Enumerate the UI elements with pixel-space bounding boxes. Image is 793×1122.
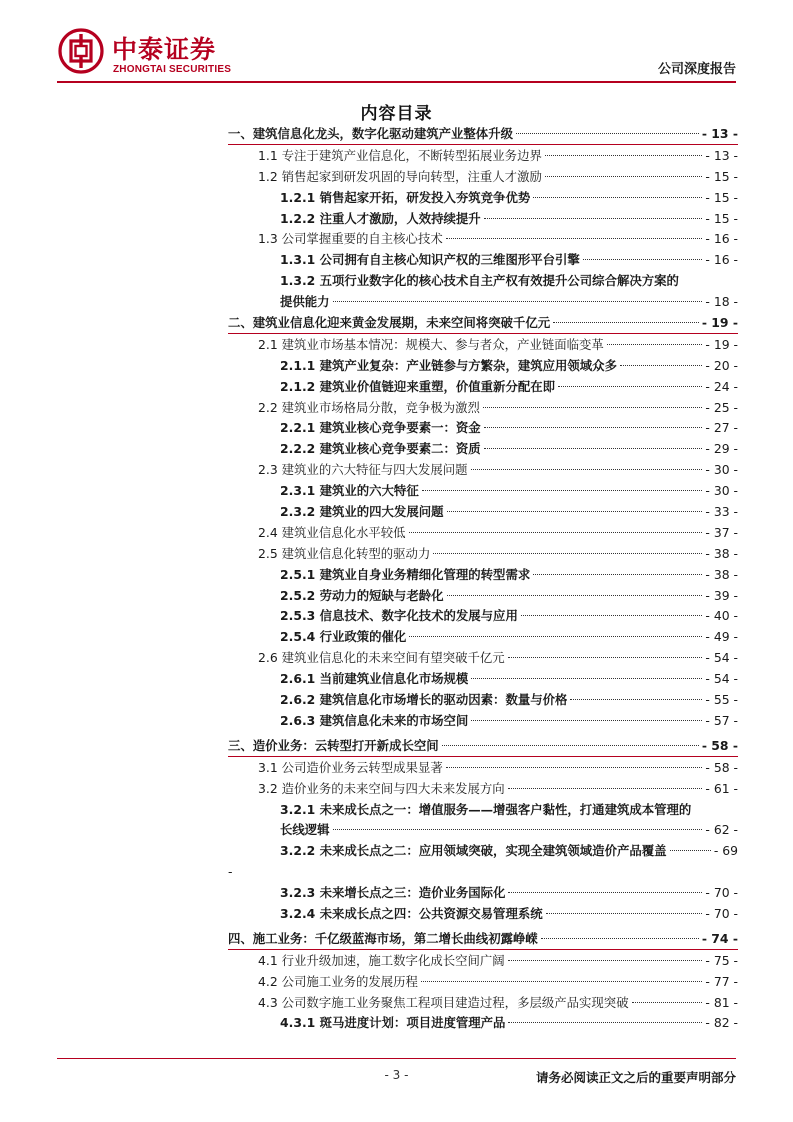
- brand-name-cn: 中泰证券: [112, 35, 217, 64]
- toc-entry-text: 2.2.2 建筑业核心竞争要素二：资质: [280, 441, 481, 457]
- toc-dot-leader: [521, 615, 703, 616]
- toc-entry-text: 2.5 建筑业信息化转型的驱动力: [258, 545, 431, 561]
- toc-entry-page: - 16 -: [705, 231, 738, 247]
- page-header: [0, 0, 793, 90]
- toc-dot-leader: [558, 386, 702, 387]
- toc-entry-level-3[interactable]: [228, 565, 738, 586]
- toc-entry-continuation-text: 长线逻辑: [280, 822, 330, 838]
- toc-entry-level-2[interactable]: [228, 523, 738, 544]
- toc-entry-page: - 58 -: [705, 759, 738, 775]
- toc-entry-text: 2.1 建筑业市场基本情况：规模大、参与者众，产业链面临变革: [258, 336, 604, 352]
- toc-entry-level-3[interactable]: [228, 271, 738, 292]
- toc-entry-text: 2.5.2 劳动力的短缺与老龄化: [280, 587, 444, 603]
- toc-entry-page: - 27 -: [705, 420, 738, 436]
- toc-entry-text: 2.6 建筑业信息化的未来空间有望突破千亿元: [258, 650, 505, 666]
- toc-entry-level-2[interactable]: [228, 779, 738, 800]
- toc-entry-page: - 38 -: [705, 566, 738, 582]
- toc-entry-page: - 75 -: [705, 952, 738, 968]
- toc-dot-leader: [484, 218, 703, 219]
- toc-entry-level-3[interactable]: [228, 356, 738, 377]
- toc-entry-page: - 54 -: [705, 671, 738, 687]
- toc-dot-leader: [516, 133, 699, 134]
- toc-entry-page: - 40 -: [705, 608, 738, 624]
- toc-entry-page: - 13 -: [705, 147, 738, 163]
- toc-entry-level-2[interactable]: [228, 146, 738, 167]
- toc-entry-page: - 15 -: [705, 168, 738, 184]
- toc-entry-text: 3.2.4 未来成长点之四：公共资源交易管理系统: [280, 905, 543, 921]
- toc-entry-page: - 15 -: [705, 189, 738, 205]
- toc-entry-page: - 20 -: [705, 357, 738, 373]
- toc-entry-text: 2.4 建筑业信息化水平较低: [258, 524, 406, 540]
- toc-entry-level-2[interactable]: [228, 167, 738, 188]
- toc-entry-text: 1.3.2 五项行业数字化的核心技术自主产权有效提升公司综合解决方案的: [280, 273, 679, 289]
- header-divider: [57, 81, 736, 83]
- toc-dot-leader: [508, 892, 702, 893]
- toc-entry-text: 2.3.2 建筑业的四大发展问题: [280, 504, 444, 520]
- toc-dot-leader: [545, 155, 703, 156]
- zhongtai-logo-icon: [58, 28, 104, 74]
- toc-entry-level-3[interactable]: [228, 1013, 738, 1034]
- toc-dot-leader: [670, 850, 711, 851]
- toc-entry-level-2[interactable]: [228, 972, 738, 993]
- toc-dot-leader: [446, 767, 703, 768]
- toc-dot-leader: [545, 176, 703, 177]
- toc-dot-leader: [433, 553, 702, 554]
- toc-dot-leader: [541, 938, 699, 939]
- toc-entry-page: - 33 -: [705, 504, 738, 520]
- toc-entry-text: 3.2.1 未来成长点之一：增值服务——增强客户黏性，打通建筑成本管理的: [280, 801, 692, 817]
- toc-entry-text: 二、建筑业信息化迎来黄金发展期，未来空间将突破千亿元: [228, 315, 551, 331]
- toc-dot-leader: [471, 469, 703, 470]
- toc-entry-page: - 57 -: [705, 712, 738, 728]
- brand-name-en: ZHONGTAI SECURITIES: [113, 64, 232, 75]
- toc-entry-page: - 29 -: [705, 441, 738, 457]
- toc-entry-text: 1.2 销售起家到研发巩固的导向转型，注重人才激励: [258, 168, 542, 184]
- toc-entry-page: - 49 -: [705, 629, 738, 645]
- toc-dot-leader: [333, 301, 703, 302]
- toc-entry-page: - 74 -: [701, 930, 738, 946]
- toc-entry-text: 2.5.3 信息技术、数字化技术的发展与应用: [280, 608, 518, 624]
- toc-entry-text: 三、造价业务：云转型打开新成长空间: [228, 737, 439, 753]
- toc-entry-text: 1.3.1 公司拥有自主核心知识产权的三维图形平台引擎: [280, 252, 580, 268]
- toc-dot-leader: [570, 699, 702, 700]
- toc-title: 内容目录: [360, 104, 433, 124]
- toc-entry-level-2[interactable]: [228, 229, 738, 250]
- report-type-label: 公司深度报告: [657, 62, 736, 77]
- toc-entry-level-2[interactable]: [228, 993, 738, 1014]
- toc-entry-page: - 13 -: [701, 126, 738, 141]
- toc-entry-text: 3.1 公司造价业务云转型成果显著: [258, 759, 443, 775]
- toc-entry-text: 4.3.1 斑马进度计划：项目进度管理产品: [280, 1015, 506, 1031]
- toc-entry-level-2[interactable]: [228, 398, 738, 419]
- toc-dot-leader: [447, 511, 703, 512]
- toc-dot-leader: [422, 490, 703, 491]
- toc-dot-leader: [620, 365, 702, 366]
- toc-entry-text: 2.6.2 建筑信息化市场增长的驱动因素：数量与价格: [280, 692, 568, 708]
- toc-entry-page: - 19 -: [705, 336, 738, 352]
- toc-entry-level-3[interactable]: [228, 586, 738, 607]
- toc-entry-text: 3.2.2 未来成长点之二：应用领域突破，实现全建筑领域造价产品覆盖: [280, 843, 667, 859]
- toc-dot-leader: [409, 532, 703, 533]
- toc-entry-level-1[interactable]: [228, 313, 738, 334]
- toc-entry-level-3[interactable]: [228, 209, 738, 230]
- toc-entry-page: - 82 -: [705, 1015, 738, 1031]
- toc-entry-text: 2.3 建筑业的六大特征与四大发展问题: [258, 462, 468, 478]
- toc-dot-leader: [442, 745, 699, 746]
- toc-entry-level-3[interactable]: [228, 690, 738, 711]
- toc-dot-leader: [421, 981, 702, 982]
- toc-entry-level-2[interactable]: [228, 335, 738, 356]
- toc-entry-continuation[interactable]: [228, 292, 738, 313]
- toc-entry-page: - 24 -: [705, 378, 738, 394]
- toc-entry-level-1[interactable]: [228, 929, 738, 950]
- toc-entry-level-3[interactable]: [228, 439, 738, 460]
- toc-entry-level-2[interactable]: [228, 460, 738, 481]
- toc-entry-text: 3.2 造价业务的未来空间与四大未来发展方向: [258, 780, 505, 796]
- toc-entry-text: 2.6.3 建筑信息化未来的市场空间: [280, 712, 469, 728]
- toc-entry-level-2[interactable]: [228, 951, 738, 972]
- toc-dot-leader: [471, 720, 702, 721]
- toc-dot-leader: [508, 657, 703, 658]
- toc-entry-level-2[interactable]: [228, 648, 738, 669]
- toc-entry-level-3[interactable]: [228, 669, 738, 690]
- toc-entry-level-3[interactable]: [228, 800, 738, 821]
- toc-dot-leader: [446, 238, 703, 239]
- toc-entry-continuation-text: 提供能力: [280, 294, 330, 310]
- toc-dot-leader: [333, 829, 703, 830]
- toc-entry-page: - 30 -: [705, 483, 738, 499]
- toc-dot-leader: [607, 344, 703, 345]
- toc-entry-level-2[interactable]: [228, 758, 738, 779]
- toc-entry-page: - 70 -: [705, 885, 738, 901]
- toc-entry-page-continuation: -: [228, 864, 233, 880]
- toc-entry-page: - 38 -: [705, 545, 738, 561]
- toc-entry-continuation[interactable]: [228, 820, 738, 841]
- table-of-contents: [228, 124, 738, 1034]
- toc-entry-text: 4.1 行业升级加速，施工数字化成长空间广阔: [258, 952, 505, 968]
- toc-entry-text: 2.1.2 建筑业价值链迎来重塑，价值重新分配在即: [280, 378, 556, 394]
- footer-divider: [57, 1058, 736, 1059]
- toc-dot-leader: [632, 1002, 703, 1003]
- footer-disclaimer: 请务必阅读正文之后的重要声明部分: [535, 1070, 736, 1085]
- toc-dot-leader: [447, 595, 703, 596]
- toc-entry-level-3[interactable]: [228, 904, 738, 925]
- toc-entry-page: - 81 -: [705, 994, 738, 1010]
- toc-entry-page: - 15 -: [705, 210, 738, 226]
- page-number: - 3 -: [384, 1068, 409, 1082]
- toc-entry-level-3[interactable]: [228, 711, 738, 732]
- toc-entry-page: - 69: [713, 843, 738, 859]
- toc-entry-level-3[interactable]: [228, 606, 738, 627]
- toc-entry-text: 2.5.1 建筑业自身业务精细化管理的转型需求: [280, 566, 531, 582]
- toc-entry-page: - 19 -: [701, 315, 738, 331]
- toc-entry-text: 2.2 建筑业市场格局分散，竞争极为激烈: [258, 399, 480, 415]
- toc-entry-text: 1.3 公司掌握重要的自主核心技术: [258, 231, 443, 247]
- toc-dot-leader: [546, 913, 703, 914]
- toc-entry-level-3[interactable]: [228, 418, 738, 439]
- toc-entry-page: - 18 -: [705, 294, 738, 310]
- toc-entry-text: 2.3.1 建筑业的六大特征: [280, 483, 419, 499]
- toc-entry-level-1[interactable]: [228, 736, 738, 757]
- toc-entry-page: - 58 -: [701, 737, 738, 753]
- toc-entry-page: - 70 -: [705, 905, 738, 921]
- toc-entry-text: 1.1 专注于建筑产业信息化，不断转型拓展业务边界: [258, 147, 542, 163]
- toc-entry-text: 1.2.2 注重人才激励，人效持续提升: [280, 210, 481, 226]
- toc-dot-leader: [533, 197, 702, 198]
- toc-dot-leader: [553, 322, 699, 323]
- toc-dot-leader: [508, 788, 703, 789]
- toc-entry-text: 4.3 公司数字施工业务聚焦工程项目建造过程，多层级产品实现突破: [258, 994, 629, 1010]
- toc-entry-level-3[interactable]: [228, 502, 738, 523]
- toc-dot-leader: [471, 678, 702, 679]
- toc-entry-level-3[interactable]: [228, 481, 738, 502]
- toc-entry-text: 2.6.1 当前建筑业信息化市场规模: [280, 671, 469, 687]
- toc-entry-level-3[interactable]: [228, 250, 738, 271]
- toc-entry-level-3[interactable]: [228, 627, 738, 648]
- toc-dot-leader: [508, 960, 703, 961]
- toc-dot-leader: [484, 448, 703, 449]
- toc-dot-leader: [483, 407, 703, 408]
- toc-entry-level-2[interactable]: [228, 544, 738, 565]
- toc-entry-page: - 30 -: [705, 462, 738, 478]
- toc-entry-page: - 77 -: [705, 973, 738, 989]
- toc-entry-text: 四、施工业务：千亿级蓝海市场，第二增长曲线初露峥嵘: [228, 930, 538, 946]
- toc-entry-text: 2.5.4 行业政策的催化: [280, 629, 407, 645]
- toc-entry-level-1[interactable]: [228, 124, 738, 145]
- toc-entry-page: - 39 -: [705, 587, 738, 603]
- toc-entry-page: - 55 -: [705, 692, 738, 708]
- toc-entry-text: 3.2.3 未来增长点之三：造价业务国际化: [280, 885, 506, 901]
- toc-entry-page: - 25 -: [705, 399, 738, 415]
- toc-entry-text: 4.2 公司施工业务的发展历程: [258, 973, 418, 989]
- toc-dot-leader: [484, 427, 703, 428]
- toc-dot-leader: [583, 259, 703, 260]
- toc-dot-leader: [508, 1022, 702, 1023]
- toc-entry-text: 2.1.1 建筑产业复杂：产业链参与方繁杂，建筑应用领域众多: [280, 357, 617, 373]
- toc-entry-text: 一、建筑信息化龙头，数字化驱动建筑产业整体升级: [228, 126, 513, 141]
- toc-entry-page: - 16 -: [705, 252, 738, 268]
- toc-entry-text: 2.2.1 建筑业核心竞争要素一：资金: [280, 420, 481, 436]
- toc-dot-leader: [533, 574, 702, 575]
- toc-entry-page: - 61 -: [705, 780, 738, 796]
- toc-entry-text: 1.2.1 销售起家开拓，研发投入夯筑竞争优势: [280, 189, 531, 205]
- toc-entry-level-3[interactable]: [228, 841, 738, 862]
- toc-dot-leader: [409, 636, 702, 637]
- toc-entry-page: - 62 -: [705, 822, 738, 838]
- toc-entry-level-3[interactable]: [228, 883, 738, 904]
- toc-entry-level-3[interactable]: [228, 377, 738, 398]
- toc-entry-level-3[interactable]: [228, 188, 738, 209]
- toc-entry-page: - 54 -: [705, 650, 738, 666]
- toc-entry-page: - 37 -: [705, 524, 738, 540]
